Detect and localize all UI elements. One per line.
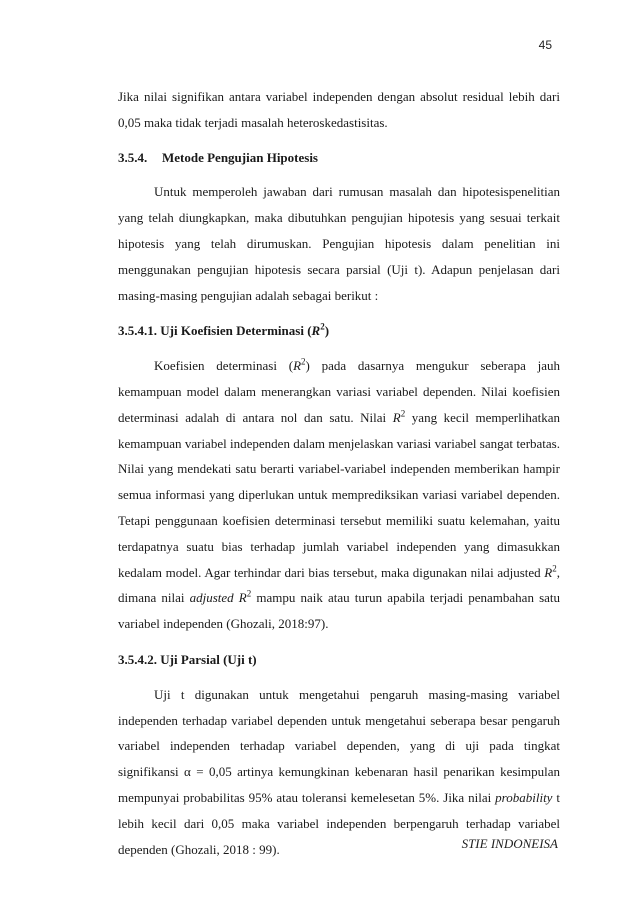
r-squared-symbol [239,590,251,605]
r-squared-symbol [393,410,405,425]
heading-number: 3.5.4. [118,149,148,165]
text-run: mampu naik atau turun apabila terjadi penambahan satu variabel independen (Ghozali, 2018:97). [118,590,561,632]
r-letter: R [293,358,302,374]
heading-3-5-4 [118,145,560,171]
heading-title: Metode Pengujian Hipotesis [162,149,318,165]
r-squared-symbol [544,565,556,580]
page-number: 45 [538,38,552,52]
squared-exponent: 2 [320,322,325,333]
squared-exponent: 2 [301,356,306,367]
r-squared-symbol [293,358,305,373]
r-squared-symbol [312,323,325,338]
r-letter: R [238,590,247,606]
intro-paragraph: Jika nilai signifikan antara variabel independen dengan absolut residual lebih dari 0,05 maka tidak terjadi masalah heteroskedastisitas. [118,89,560,130]
emphasis-adjusted: adjusted [189,590,234,606]
squared-exponent: 2 [246,589,252,600]
r-letter: R [544,564,553,580]
r-letter: R [392,409,401,425]
heading-3-5-4-2: 3.5.4.2. Uji Parsial (Uji t) [118,651,257,667]
paragraph-metode: Untuk memperoleh jawaban dari rumusan masalah dan hipotesispenelitian yang telah diungkapkan, maka dibutuhkan pengujian hipotesis yang sesuai terkait hipotesis yang telah dirumuskan. Pengujian hipotesis dalam penelitian ini menggunakan pengujian hipotesis secara parsial (Uji t). Adapun penjelasan dari masing-masing pengujian adalah sebagai berikut : [118,184,560,303]
heading-title-prefix: 3.5.4.1. Uji Koefisien Determinasi ( [118,323,312,339]
heading-title-suffix: ) [324,323,330,339]
page-footer: STIE INDONEISA [461,836,558,851]
squared-exponent: 2 [552,563,557,574]
paragraph-determinasi [118,353,560,637]
text-run: Koefisien determinasi ( [154,358,294,374]
r-letter: R [311,323,321,339]
text-run: Uji t digunakan untuk mengetahui pengaruh masing-masing variabel independen terhadap variabel dependen untuk mengetahui seberapa besar pengaruh variabel independen terhadap variabel dependen, yang di uji pada tingkat signifikansi α = 0,05 artinya kemungkinan kebenaran hasil penarikan kesimpulan mempunyai probabilitas 95% atau toleransi kemelesetan 5%. Jika nilai [118,686,560,805]
document-body [118,84,560,862]
squared-exponent: 2 [400,408,406,419]
text-run: t lebih kecil dari 0,05 maka variabel independen berpengaruh terhadap variabel dependen (Ghozali, 2018 : 99). [118,789,560,857]
text-run: yang kecil memperlihatkan kemampuan variabel independen dalam menjelaskan variasi variabel sangat terbatas. Nilai yang mendekati satu berarti variabel-variabel independen memberikan hampir semua informasi yang diperlukan untuk memprediksikan variasi variabel dependen. Tetapi penggunaan koefisien determinasi tersebut memiliki suatu kelemahan, yaitu terdapatnya suatu bias terhadap jumlah variabel independen yang dimasukkan kedalam model. Agar terhindar dari bias tersebut, maka digunakan nilai adjusted [118,409,560,580]
text-run: ) pada dasarnya mengukur seberapa jauh kemampuan model dalam menerangkan variasi variabel dependen. Nilai koefisien determinasi adalah di antara nol dan satu. Nilai [118,358,560,425]
emphasis-probability: probability [495,789,553,805]
text-run: , dimana nilai [118,564,560,606]
heading-3-5-4-1 [118,318,560,344]
